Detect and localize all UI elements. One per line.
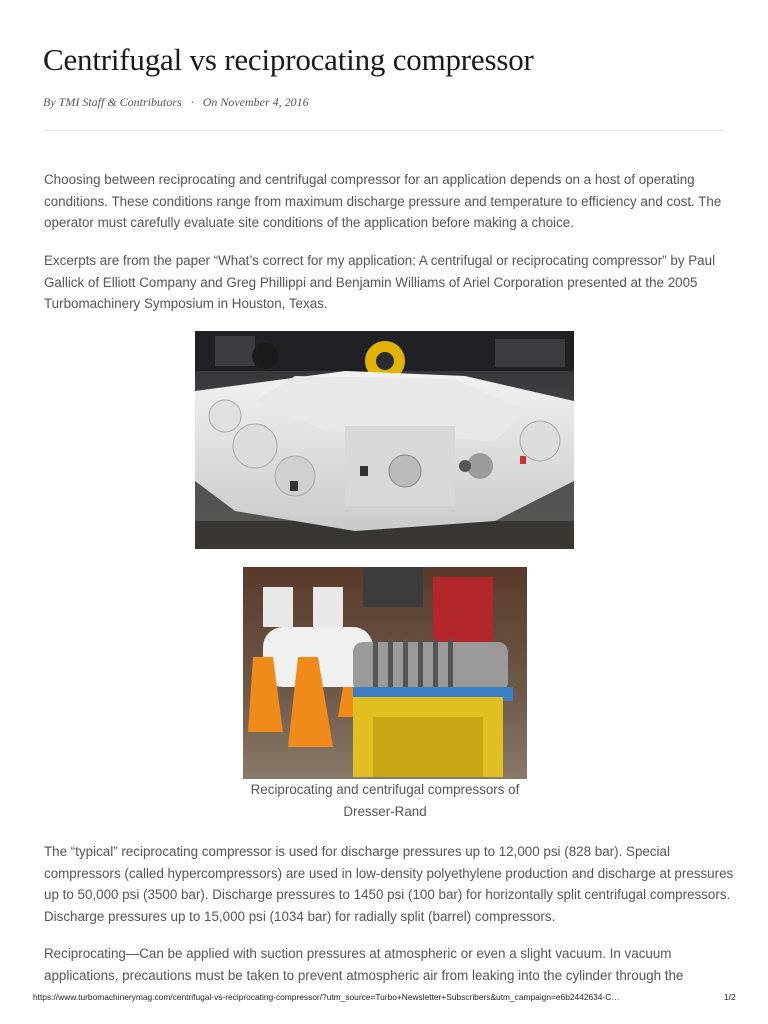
print-footer-url: https://www.turbomachinerymag.com/centrifugal-vs-reciprocating-compressor/?utm_source=Turbo+Newsletter+Subscribers&utm_campaign=e6b2442634-C… (33, 992, 620, 1002)
paragraph-excerpt-source: Excerpts are from the paper “What’s correct for my application: A centrifugal or reciprocating compressor” by Paul Gallick of Elliott Company and Greg Phillippi and Benjamin Williams of Ariel Corporation presented at the 2005 Turbomachinery Symposium in Houston, Texas. (44, 253, 716, 311)
paragraph-reciprocating: Reciprocating—Can be applied with suction pressures at atmospheric or even a slight vacuum. In vacuum applications, precautions must be taken to prevent atmospheric air from leaking into the cylinder through the (44, 946, 684, 983)
image-caption: Reciprocating and centrifugal compressors of Dresser-Rand (250, 782, 520, 819)
byline-separator: · (190, 95, 194, 109)
byline (43, 95, 309, 110)
paragraph-intro: Choosing between reciprocating and centrifugal compressor for an application depends on a host of operating conditions. These conditions range from maximum discharge pressure and temperature to efficiency and cost. The operator must carefully evaluate site conditions of the application before making a choice. (44, 172, 722, 230)
author-link[interactable]: By TMI Staff & Contributors (43, 95, 182, 109)
publish-date: On November 4, 2016 (202, 95, 309, 109)
paragraph-pressure-ranges: The “typical” reciprocating compressor is used for discharge pressures up to 12,000 psi (828 bar). Special compressors (called hypercompressors) are used in low-density polyethylene production and discharge at pressures up to 50,000 psi (3500 bar). Discharge pressures to 1450 psi (100 bar) for horizontally split centrifugal compressors. Discharge pressures up to 15,000 psi (1034 bar) for radially split (barrel) compressors. (44, 844, 734, 924)
article-title: Centrifugal vs reciprocating compressor (43, 42, 534, 77)
reciprocating-compressor-image (195, 331, 574, 549)
print-footer-page-number: 1/2 (724, 992, 736, 1002)
header-divider (43, 130, 725, 131)
centrifugal-compressor-image (243, 567, 527, 779)
